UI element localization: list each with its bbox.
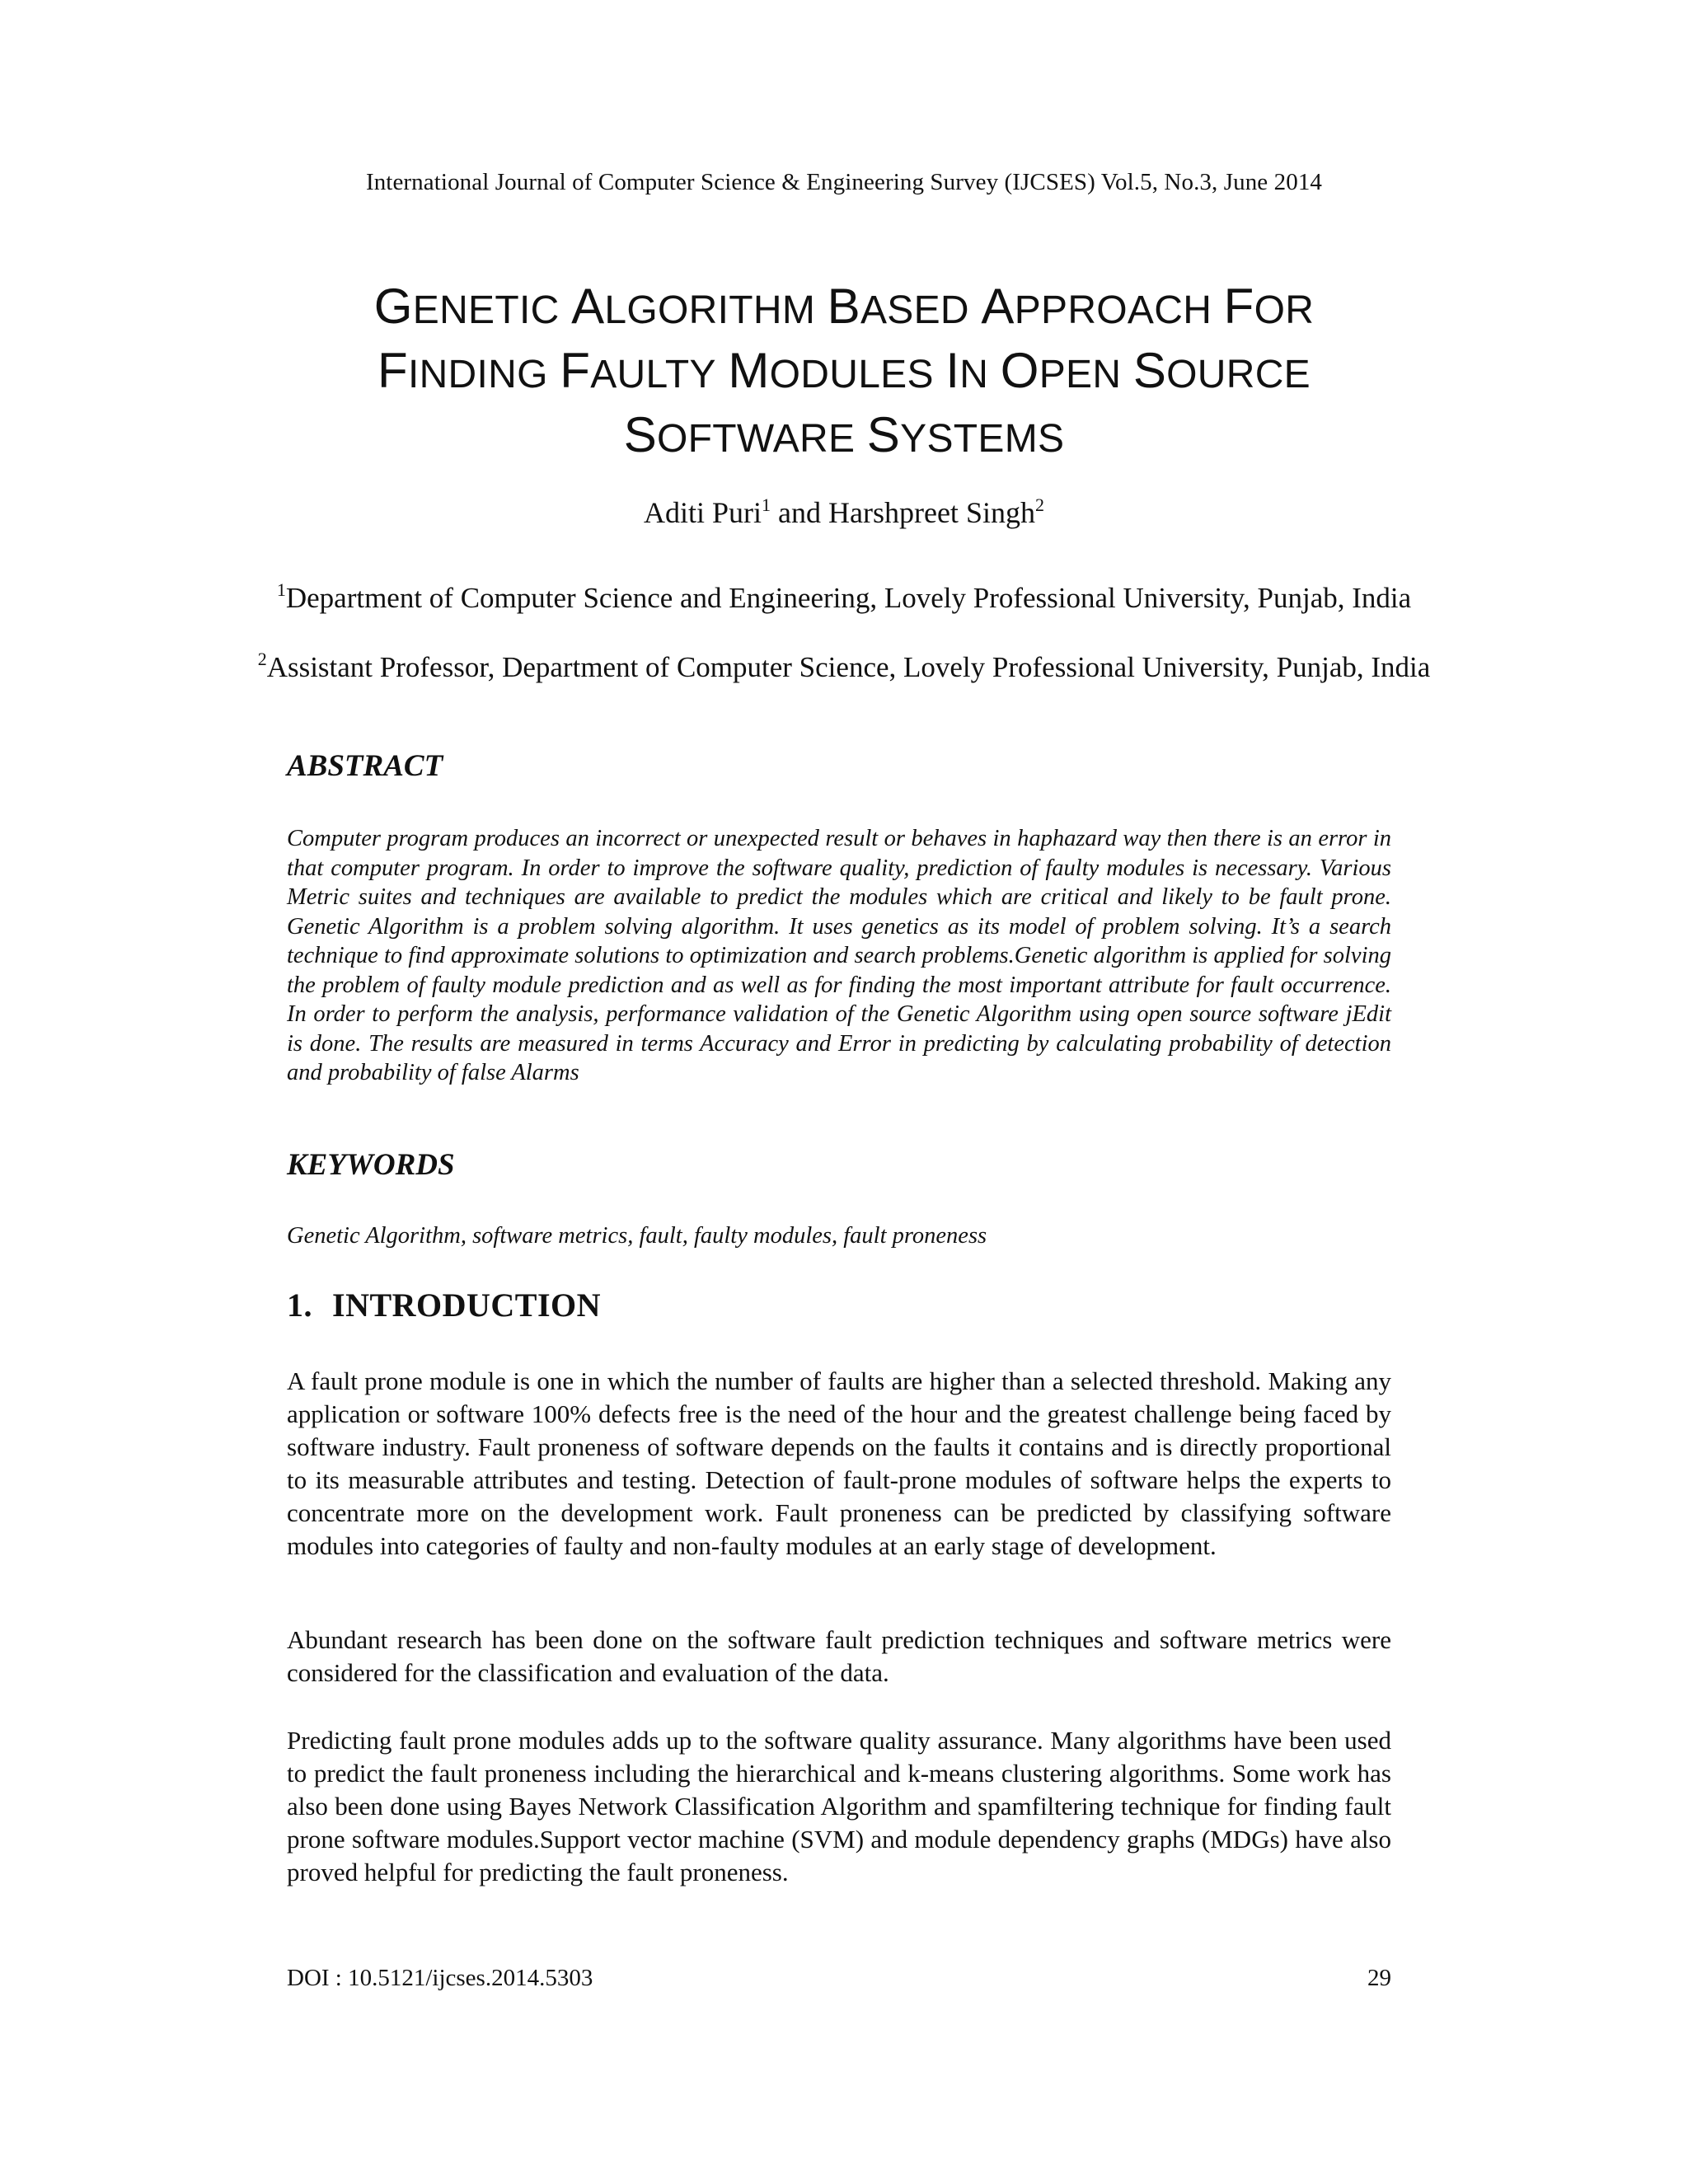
body-paragraph: Predicting fault prone modules adds up to the software quality assurance. Many algorithms have been used to predict the fault proneness including the hierarchical and k-means clustering algorithms. Some work has also been done using Bayes Network Classification Algorithm and spamfiltering technique for finding fault prone software modules.Support vector machine (SVM) and module dependency graphs (MDGs) have also proved helpful for predicting the fault proneness.: [287, 1726, 1391, 1886]
keywords-heading: KEYWORDS: [287, 1148, 455, 1182]
affiliation-marker: 1: [276, 579, 286, 600]
author-affil-marker: 1: [762, 494, 771, 515]
abstract-heading: ABSTRACT: [287, 749, 443, 783]
affiliation-text: Assistant Professor, Department of Computer Science, Lovely Professional University, Punjab, India: [266, 651, 1431, 683]
affiliation-2: [247, 641, 1441, 685]
section-title: INTRODUCTION: [332, 1286, 602, 1324]
body-paragraph: A fault prone module is one in which the number of faults are higher than a selected threshold. Making any application or software 100% defects free is the need of the hour and the greatest challenge being faced by software industry. Fault proneness of software depends on the faults it contains and is directly proportional to its measurable attributes and testing. Detection of fault-prone modules of software helps the experts to concentrate more on the development work. Fault proneness can be predicted by classifying software modules into categories of faulty and non-faulty modules at an early stage of development.: [287, 1366, 1391, 1560]
introduction-heading: [287, 1286, 601, 1324]
body-paragraph: Abundant research has been done on the software fault prediction techniques and software metrics were considered for the classification and evaluation of the data.: [287, 1625, 1391, 1687]
author-name: Aditi Puri: [644, 496, 762, 529]
author-name: Harshpreet Singh: [828, 496, 1035, 529]
journal-running-header: International Journal of Computer Science & Engineering Survey (IJCSES) Vol.5, No.3, June 2014: [365, 169, 1323, 195]
affiliation-text: Department of Computer Science and Engineering, Lovely Professional University, Punjab, India: [285, 582, 1412, 614]
title-line-1: GENETIC ALGORITHM BASED APPROACH FOR: [373, 279, 1315, 334]
abstract-text: Computer program produces an incorrect or unexpected result or behaves in haphazard way then there is an error in that computer program. In order to improve the software quality, prediction of faulty modules is necessary. Various Metric suites and techniques are available to predict the modules which are critical and likely to be fault prone. Genetic Algorithm is a problem solving algorithm. It uses genetics as its model of problem solving. It’s a search technique to find approximate solutions to optimization and search problems.Genetic algorithm is applied for solving the problem of faulty module prediction and as well as for finding the most important attribute for fault occurrence. In order to perform the analysis, performance validation of the Genetic Algorithm using open source software jEdit is done. The results are measured in terms Accuracy and Error in predicting by calculating probability of detection and probability of false Alarms: [287, 826, 1391, 1085]
author-affil-marker: 2: [1034, 494, 1044, 515]
keywords-text: Genetic Algorithm, software metrics, fault, faulty modules, fault proneness: [287, 1223, 987, 1249]
doi-footer: DOI : 10.5121/ijcses.2014.5303: [287, 1965, 593, 1991]
affiliation-marker: 2: [257, 649, 267, 669]
affiliation-1: [247, 572, 1441, 616]
title-line-2: FINDING FAULTY MODULES IN OPEN SOURCE: [377, 343, 1311, 398]
author-conjunction: and: [771, 496, 829, 529]
section-number: 1.: [287, 1286, 312, 1324]
author-line: [0, 494, 1688, 530]
page-number: 29: [1367, 1965, 1391, 1991]
paper-title: [206, 276, 1482, 469]
title-line-3: SOFTWARE SYSTEMS: [623, 407, 1065, 462]
